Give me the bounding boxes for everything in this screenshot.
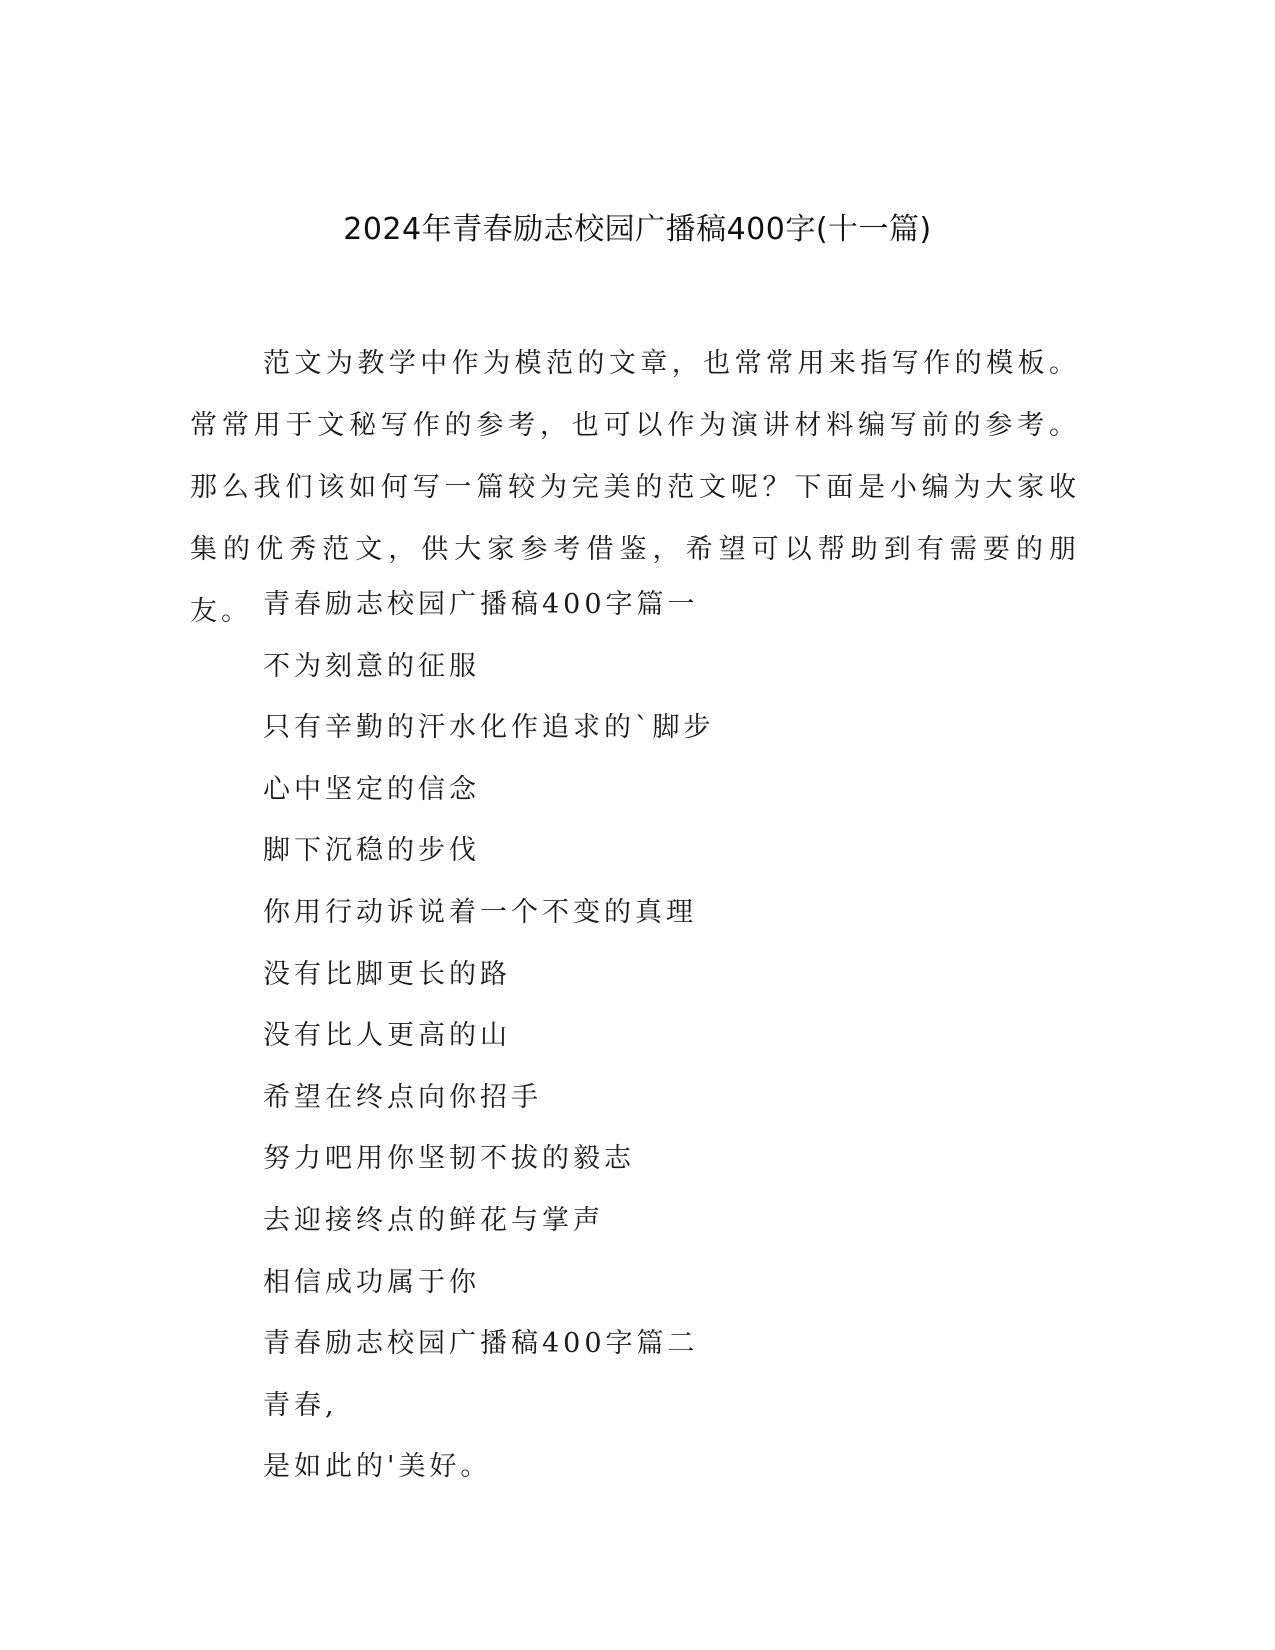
section-heading-2: 青春励志校园广播稿400字篇二 [263,1328,699,1360]
poem-line: 没有比人更高的山 [263,1020,511,1052]
poem-line: 心中坚定的信念 [263,773,480,805]
poem-line: 努力吧用你坚韧不拔的毅志 [263,1143,635,1175]
poem-line: 希望在终点向你招手 [263,1081,542,1113]
poem-line: 不为刻意的征服 [263,650,480,682]
poem-line: 只有辛勤的汗水化作追求的`脚步 [263,712,715,744]
section-heading-1: 青春励志校园广播稿400字篇一 [263,589,699,620]
poem-line: 去迎接终点的鲜花与掌声 [263,1204,604,1236]
poem-line: 脚下沉稳的步伐 [263,835,480,867]
poem-line: 你用行动诉说着一个不变的真理 [263,896,697,928]
poem-line: 是如此的'美好。 [263,1451,492,1483]
document-title: 2024年青春励志校园广播稿400字(十一篇) [343,212,932,247]
poem-line: 青春, [263,1389,338,1421]
body-lines [263,574,715,1498]
poem-line: 相信成功属于你 [263,1266,480,1298]
intro-paragraph: 范文为教学中作为模范的文章，也常常用来指写作的模板。常常用于文秘写作的参考，也可以作为演讲材料编写前的参考。那么我们该如何写一篇较为完美的范文呢？下面是小编为大家收集的优秀范文，供大家参考借鉴，希望可以帮助到有需要的朋友。 [190,348,1080,627]
poem-line: 没有比脚更长的路 [263,958,511,990]
